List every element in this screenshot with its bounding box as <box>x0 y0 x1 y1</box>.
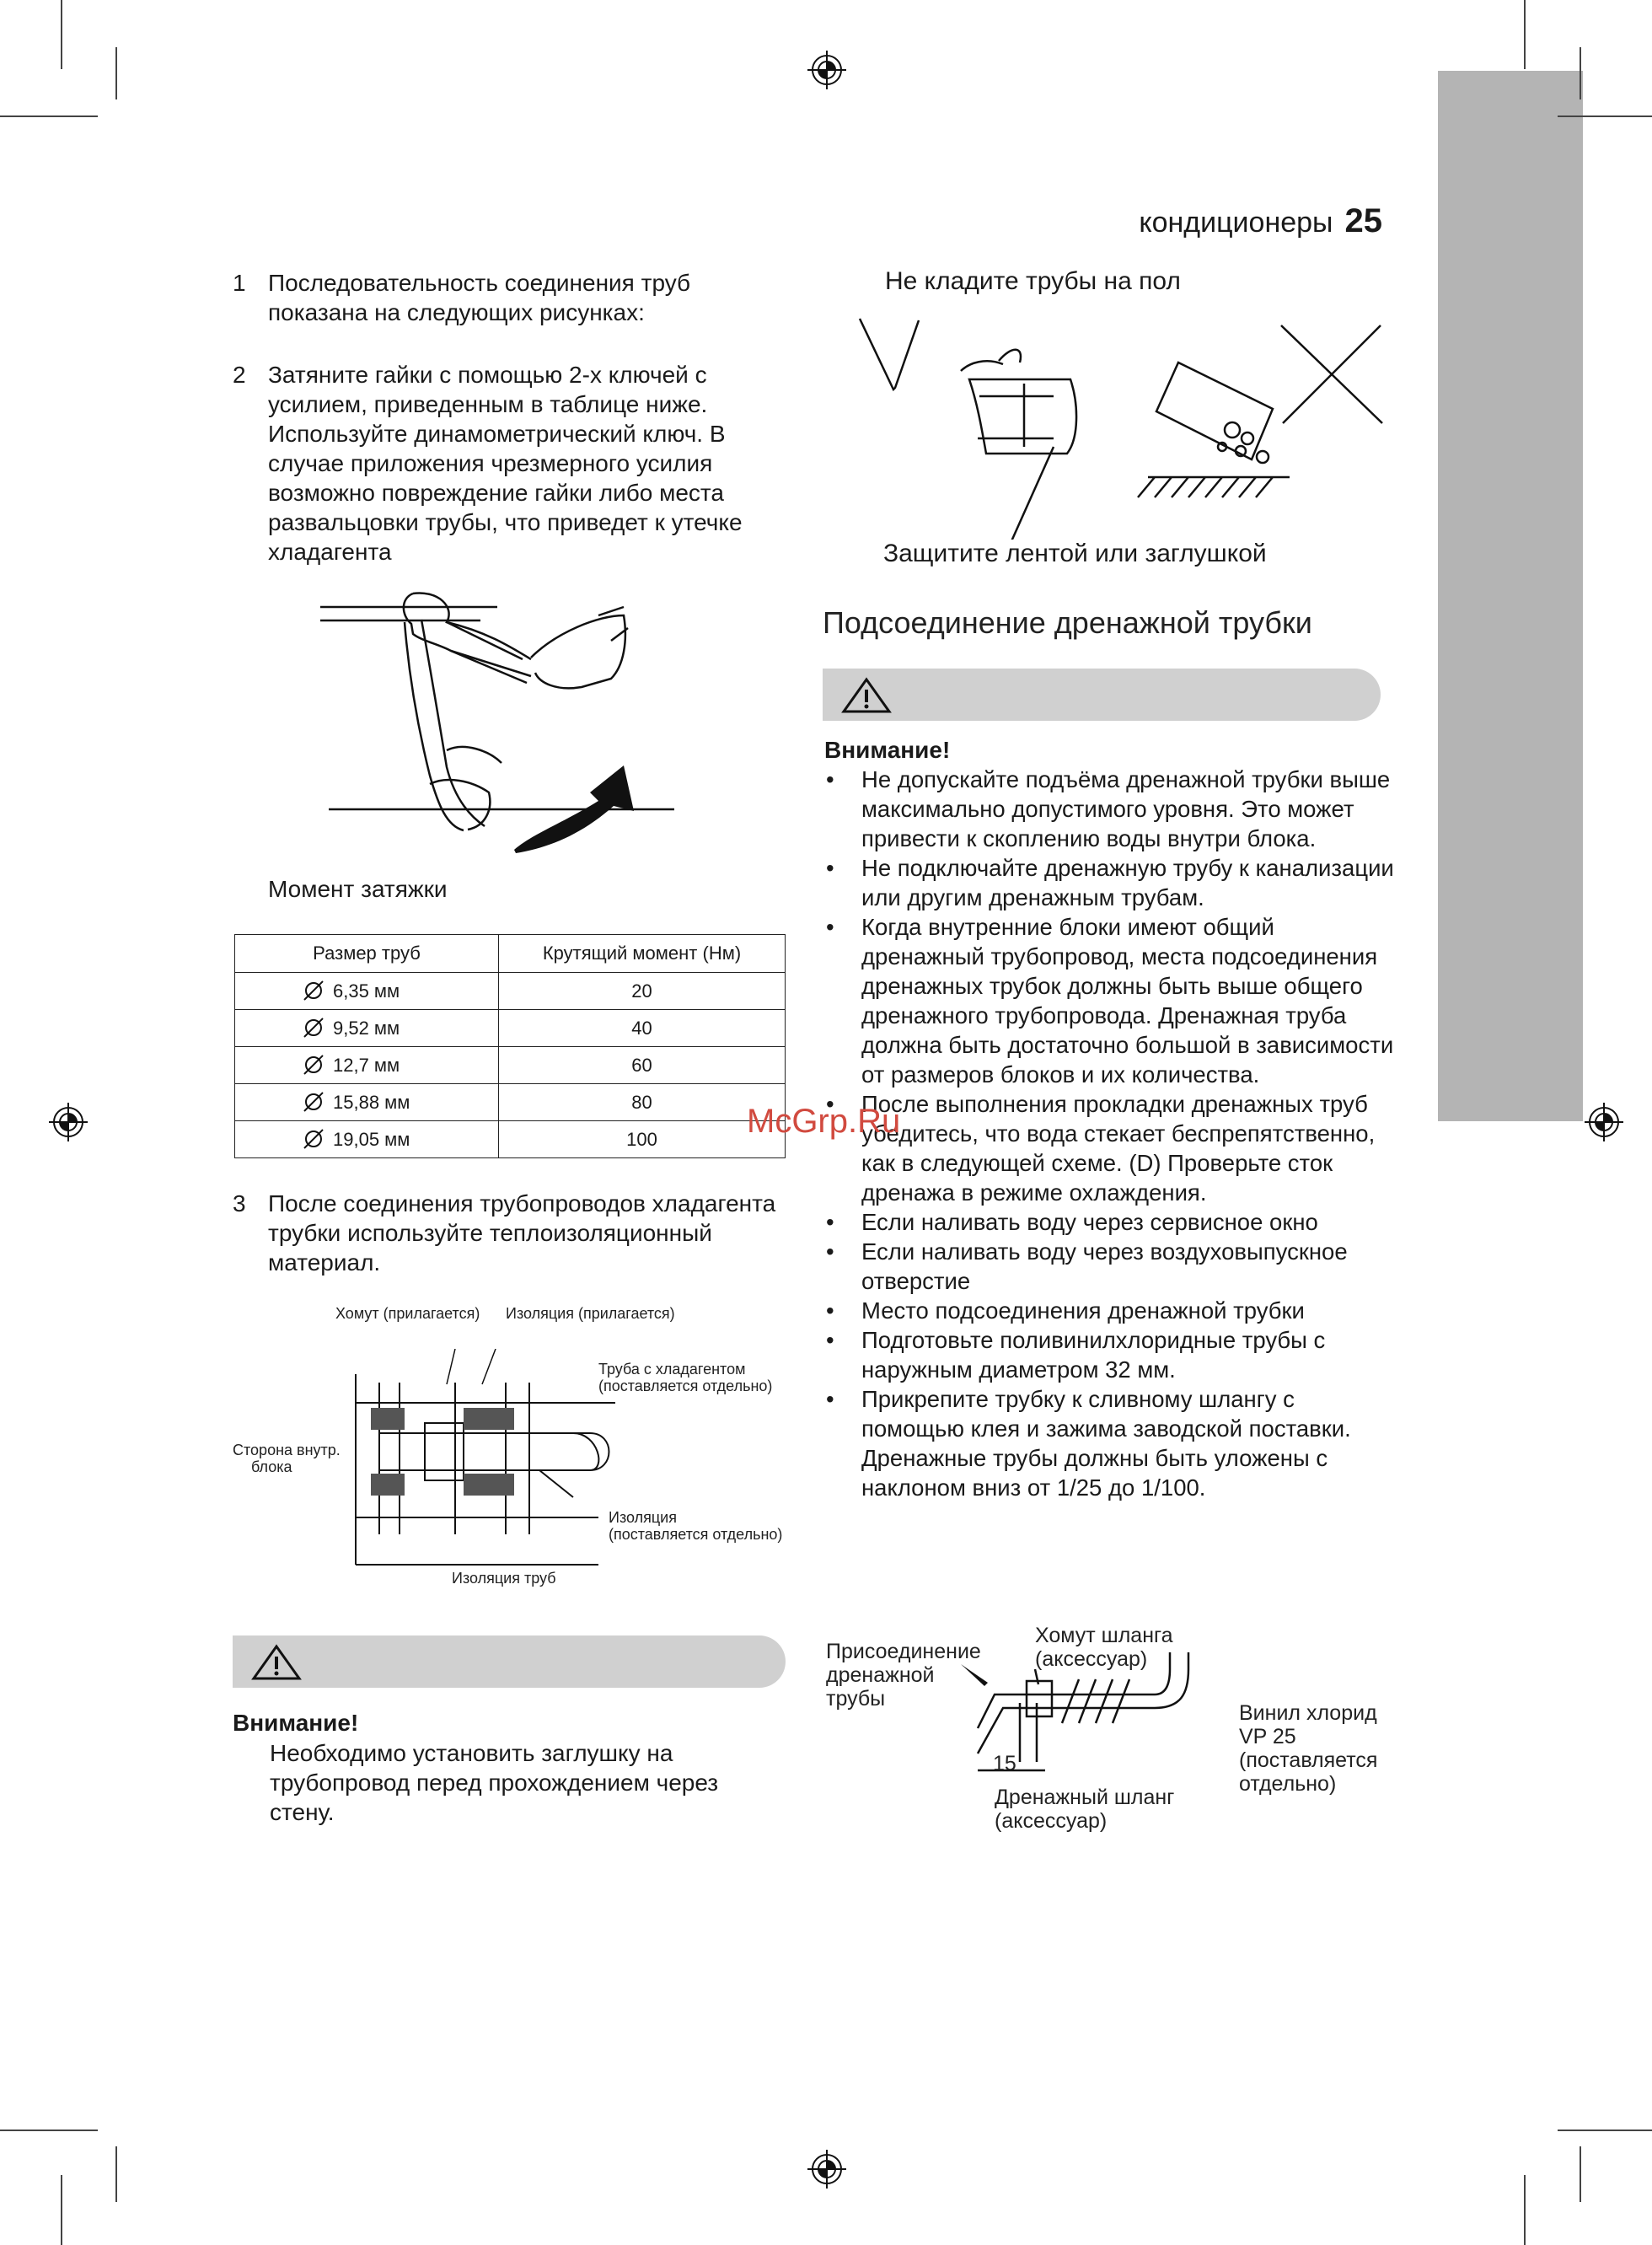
refrigerant-pipe-label: (поставляется отдельно) <box>598 1378 773 1394</box>
column-header: Крутящий момент (Нм) <box>499 935 786 973</box>
crop-mark <box>1524 2175 1526 2245</box>
list-item: • Подготовьте поливинилхлоридные трубы с наружным диаметром 32 мм. <box>824 1325 1397 1384</box>
column-header: Размер труб <box>235 935 499 973</box>
drain-hose-label: (аксессуар) <box>995 1809 1108 1833</box>
connection-label: трубы <box>826 1687 886 1711</box>
step-text: Последовательность соединения труб показана на следующих рисунках: <box>268 270 691 325</box>
warning-title: Внимание! <box>233 1710 359 1736</box>
diagram-caption: Изоляция труб <box>452 1570 556 1587</box>
list-item: • Если наливать воду через воздуховыпускное отверстие <box>824 1237 1397 1296</box>
torque-cell: 20 <box>499 973 786 1010</box>
vinyl-pipe-label: Винил хлорид <box>1239 1701 1377 1725</box>
vinyl-pipe-label: VP 25 <box>1239 1725 1296 1748</box>
torque-cell: 40 <box>499 1010 786 1047</box>
protect-caption: Защитите лентой или заглушкой <box>883 540 1267 567</box>
registration-mark-icon <box>807 51 846 89</box>
dimension-label: 15 <box>993 1752 1016 1775</box>
crop-mark <box>1580 2146 1581 2202</box>
drain-hose-label: Дренажный шланг <box>995 1786 1175 1809</box>
pipe-size-cell <box>235 1010 499 1047</box>
refrigerant-pipe-label: Труба с хладагентом <box>598 1361 746 1378</box>
diameter-icon <box>303 980 324 1002</box>
drain-instructions-list <box>824 765 1397 1502</box>
crop-mark <box>1524 0 1526 69</box>
step-text: После соединения трубопроводов хладагента трубки используйте теплоизоляционный материал. <box>268 1190 776 1276</box>
indoor-side-label: Сторона внутр. <box>233 1442 341 1458</box>
crop-mark <box>115 2146 117 2202</box>
hose-clamp-label: (аксессуар) <box>1035 1647 1148 1671</box>
page-header <box>1139 202 1382 240</box>
torque-cell: 60 <box>499 1047 786 1084</box>
warning-triangle-icon <box>841 677 892 714</box>
page-number: 25 <box>1344 202 1382 239</box>
pipe-size: 19,05 мм <box>333 1128 410 1150</box>
table-row <box>235 1121 786 1158</box>
table-row <box>235 1010 786 1047</box>
list-item: • Место подсоединения дренажной трубки <box>824 1296 1397 1325</box>
vinyl-pipe-label: (поставляется <box>1239 1748 1378 1772</box>
warning-text: Необходимо установить заглушку на трубопровод перед прохождением через стену. <box>270 1740 719 1825</box>
list-item: • Прикрепите трубку к сливному шлангу с помощью клея и зажима заводской поставки. Дренажные трубы должны быть уложены с наклоном вниз от 1/25 до 1/100. <box>824 1384 1397 1502</box>
insulation-label: (поставляется отдельно) <box>609 1526 783 1543</box>
wrench-tightening-illustration <box>320 582 683 860</box>
list-item: • После выполнения прокладки дренажных труб убедитесь, что вода стекает беспрепятственно, как в следующей схеме. (D) Проверьте сток дренажа в режиме охлаждения. <box>824 1089 1397 1207</box>
watermark: McGrp.Ru <box>747 1103 901 1140</box>
torque-cell: 100 <box>499 1121 786 1158</box>
warning-bar <box>823 669 1381 721</box>
step-number: 1 <box>233 270 246 296</box>
diameter-icon <box>303 1054 324 1076</box>
section-title: Подсоединение дренажной трубки <box>823 605 1312 640</box>
floor-caption: Не кладите трубы на пол <box>885 267 1181 295</box>
diameter-icon <box>303 1091 324 1113</box>
pipe-size-cell <box>235 1084 499 1121</box>
section-tab <box>1438 71 1583 1121</box>
connection-label: Присоединение <box>826 1640 981 1663</box>
crop-mark <box>1558 115 1652 117</box>
crop-mark <box>1558 2130 1652 2131</box>
pipe-size: 9,52 мм <box>333 1017 400 1039</box>
warning-bar <box>233 1635 786 1688</box>
table-row <box>235 973 786 1010</box>
pipe-size: 12,7 мм <box>333 1054 400 1076</box>
warning-triangle-icon <box>251 1644 302 1681</box>
crop-mark <box>0 115 98 117</box>
list-item: • Не допускайте подъёма дренажной трубки выше максимально допустимого уровня. Это может привести к скоплению воды внутри блока. <box>824 765 1397 853</box>
torque-table <box>234 934 786 1158</box>
connection-label: дренажной <box>826 1663 935 1687</box>
table-header-row <box>235 935 786 973</box>
registration-mark-icon <box>1585 1103 1623 1141</box>
pipe-size-cell <box>235 1047 499 1084</box>
pipe-insulation-diagram <box>346 1349 624 1568</box>
diameter-icon <box>303 1128 324 1150</box>
list-item: • Когда внутренние блоки имеют общий дренажный трубопровод, места подсоединения дренажных трубок должны быть выше общего дренажного трубопровода. Дренажная труба должна быть достаточно большой в зависимости от размеров блоков и их количества. <box>824 912 1397 1089</box>
crop-mark <box>61 2175 62 2245</box>
diameter-icon <box>303 1017 324 1039</box>
step-text: Затяните гайки с помощью 2-х ключей с усилием, приведенным в таблице ниже. Используйте динамометрический ключ. В случае приложения чрезмерного усилия возможно повреждение гайки либо места развальцовки трубы, что приведет к утечке хладагента <box>268 362 743 565</box>
step-number: 2 <box>233 362 246 388</box>
insulation-label: Изоляция <box>609 1509 677 1526</box>
crop-mark <box>1580 47 1581 99</box>
pipe-size-cell <box>235 973 499 1010</box>
registration-mark-icon <box>49 1103 88 1141</box>
vinyl-pipe-label: отдельно) <box>1239 1772 1337 1796</box>
crop-mark <box>115 47 117 99</box>
crop-mark <box>61 0 62 69</box>
header-title: кондиционеры <box>1139 207 1333 239</box>
list-item: • Не подключайте дренажную трубу к канализации или другим дренажным трубам. <box>824 853 1397 912</box>
torque-cell: 80 <box>499 1084 786 1121</box>
list-item: • Если наливать воду через сервисное окно <box>824 1207 1397 1237</box>
insulation-supplied-label: Изоляция (прилагается) <box>506 1305 675 1322</box>
pipe-size: 6,35 мм <box>333 980 400 1002</box>
table-row <box>235 1047 786 1084</box>
indoor-side-label: блока <box>251 1458 292 1475</box>
torque-caption: Момент затяжки <box>268 876 448 902</box>
warning-title: Внимание! <box>824 737 951 763</box>
pipe-size-cell <box>235 1121 499 1158</box>
table-row <box>235 1084 786 1121</box>
pipe-placement-illustration <box>851 312 1399 540</box>
step-number: 3 <box>233 1190 246 1216</box>
hose-clamp-label: Хомут шланга <box>1035 1624 1173 1647</box>
registration-mark-icon <box>807 2150 846 2189</box>
clamp-label: Хомут (прилагается) <box>335 1305 480 1322</box>
crop-mark <box>0 2130 98 2131</box>
pipe-size: 15,88 мм <box>333 1091 410 1113</box>
